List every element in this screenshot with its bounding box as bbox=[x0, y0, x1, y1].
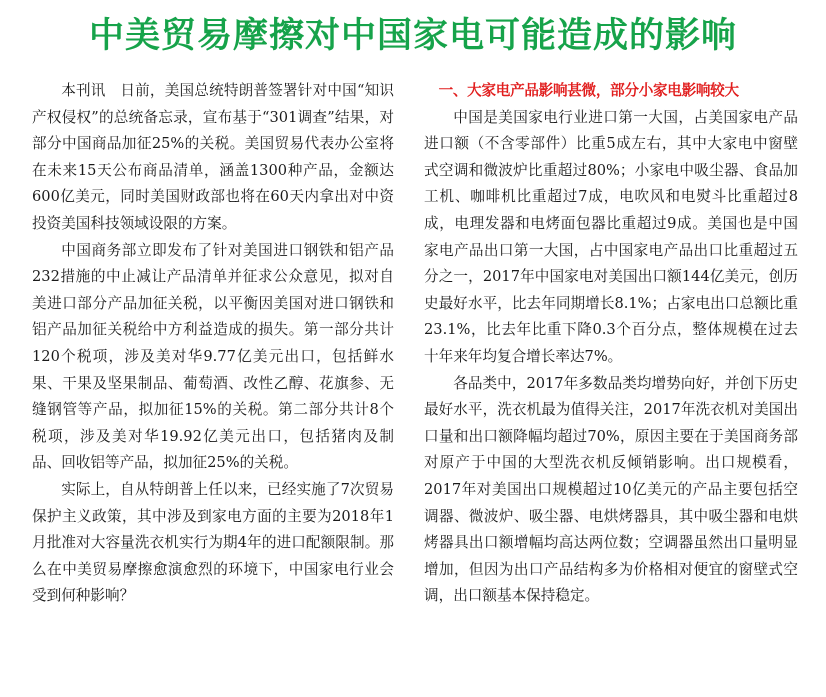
intro-paragraph: 本刊讯 日前，美国总统特朗普签署针对中国“知识产权侵权”的总统备忘录，宣布基于“301调查”结果，对部分中国商品加征25%的关税。美国贸易代表办公室将在未来15天公布商品清单，涵盖1300种产品，金额达600亿美元，同时美国财政部也将在60天内拿出对中资投资美国科技领域设限的方案。 bbox=[32, 82, 394, 232]
article-title: 中美贸易摩擦对中国家电可能造成的影响 bbox=[88, 16, 737, 56]
section-subhead: 一、大家电产品影响甚微，部分小家电影响较大 bbox=[438, 82, 739, 99]
trade-policy-paragraph: 实际上，自从特朗普上任以来，已经实施了7次贸易保护主义政策，其中涉及到家电方面的主要为2018年1月批准对大容量洗衣机实行为期4年的进口配额限制。那么在中美贸易摩擦愈演愈烈的环境下，中国家电行业会受到何种影响？ bbox=[32, 480, 394, 605]
right-column bbox=[424, 78, 798, 610]
left-column bbox=[32, 78, 394, 610]
commerce-ministry-paragraph: 中国商务部立即发布了针对美国进口钢铁和铝产品232措施的中止减让产品清单并征求公众意见，拟对自美进口部分产品加征关税，以平衡因美国对进口钢铁和铝产品加征关税给中方利益造成的损失。第一部分共计120个税项，涉及美对华9.77亿美元出口，包括鲜水果、干果及坚果制品、葡萄酒、改性乙醇、花旗参、无缝钢管等产品，拟加征15%的关税。第二部分共计8个税项，涉及美对华19.92亿美元出口，包括猪肉及制品、回收铝等产品，拟加征25%的关税。 bbox=[32, 241, 394, 472]
import-export-paragraph: 中国是美国家电行业进口第一大国，占美国家电产品进口额（不含零部件）比重5成左右，其中大家电中窗壁式空调和微波炉比重超过80%；小家电中吸尘器、食品加工机、咖啡机比重超过7成，电吹风和电熨斗比重超过8成，电理发器和电烤面包器比重超过9成。美国也是中国家电产品出口第一大国，占中国家电产品出口比重超过五分之一，2017年中国家电对美国出口额144亿美元，创历史最好水平，比去年同期增长8.1%；占家电出口总额比重23.1%，比去年比重下降0.3个百分点，整体规模在过去十年来年均复合增长率达7%。 bbox=[424, 108, 798, 365]
category-paragraph: 各品类中，2017年多数品类均增势向好，并创下历史最好水平，洗衣机最为值得关注，2017年洗衣机对美国出口量和出口额降幅均超过70%，原因主要在于美国商务部对原产于中国的大型洗衣机反倾销影响。出口规模看，2017年对美国出口规模超过10亿美元的产品主要包括空调器、微波炉、吸尘器、电烘烤器具，其中吸尘器和电烘烤器具出口额增幅均高达两位数；空调器虽然出口量明显增加，但因为出口产品结构多为价格相对便宜的窗壁式空调，出口额基本保持稳定。 bbox=[424, 374, 798, 605]
